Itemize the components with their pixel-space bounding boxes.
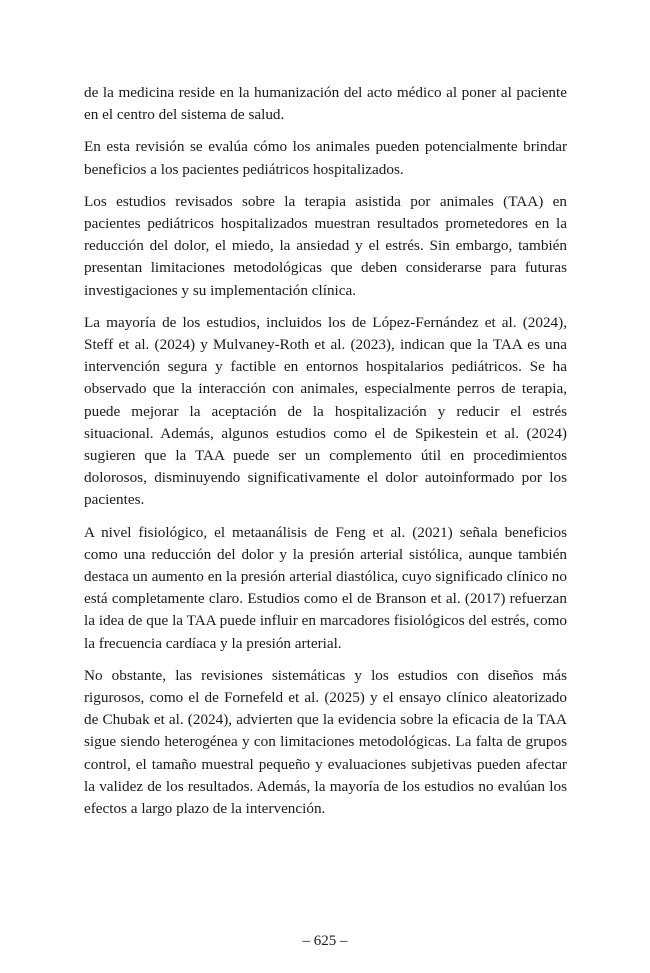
paragraph-2: En esta revisión se evalúa cómo los animales pueden potencialmente brindar beneficios a los pacientes pediátricos hospitalizados. [84, 138, 567, 178]
paragraph-4: La mayoría de los estudios, incluidos los de López-Fernández et al. (2024), Steff et al. (2024) y Mulvaney-Roth et al. (2023), indican que la TAA es una intervención segura y factible en entornos hospitalarios pediátricos. Se ha observado que la interacción con animales, especialmente perros de terapia, puede mejorar la aceptación de la hospitalización y reducir el estrés situacional. Además, algunos estudios como el de Spikestein et al. (2024) sugieren que la TAA puede ser un complemento útil en procedimientos dolorosos, disminuyendo significativamente el dolor autoinformado por los pacientes. [84, 313, 567, 509]
paragraph-3: Los estudios revisados sobre la terapia asistida por animales (TAA) en pacientes pediátricos hospitalizados muestran resultados prometedores en la reducción del dolor, el miedo, la ansiedad y el estrés. Sin embargo, también presentan limitaciones metodológicas que deben considerarse para futuras investigaciones y su implementación clínica. [84, 192, 567, 299]
paragraph-5: A nivel fisiológico, el metaanálisis de Feng et al. (2021) señala beneficios como una reducción del dolor y la presión arterial sistólica, aunque también destaca un aumento en la presión arterial diastólica, cuyo significado clínico no está completamente claro. Estudios como el de Branson et al. (2017) refuerzan la idea de que la TAA puede influir en marcadores fisiológicos del estrés, como la frecuencia cardíaca y la presión arterial. [84, 523, 567, 652]
paragraph-6: No obstante, las revisiones sistemáticas y los estudios con diseños más rigurosos, como el de Fornefeld et al. (2025) y el ensayo clínico aleatorizado de Chubak et al. (2024), advierten que la evidencia sobre la eficacia de la TAA sigue siendo heterogénea y con limitaciones metodológicas. La falta de grupos control, el tamaño muestral pequeño y evaluaciones subjetivas pueden afectar la validez de los resultados. Además, la mayoría de los estudios no evalúan los efectos a largo plazo de la intervención. [84, 666, 567, 818]
page-number: – 625 – [302, 933, 348, 949]
paragraph-1: de la medicina reside en la humanización del acto médico al poner al paciente en el centro del sistema de salud. [84, 84, 567, 124]
page-body [84, 82, 567, 830]
